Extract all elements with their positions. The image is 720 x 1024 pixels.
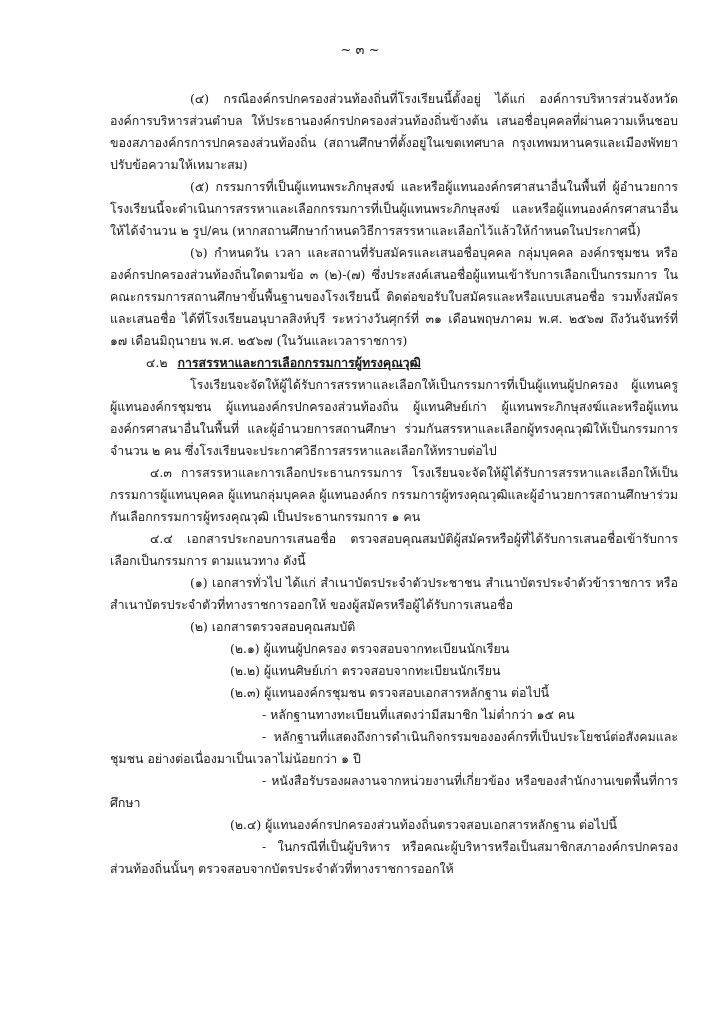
section-4-4-sub-2-1: (๒.๑) ผู้แทนผู้ปกครอง ตรวจสอบจากทะเบียนนักเรียน <box>230 641 510 656</box>
page-number: ~ ๓ ~ <box>340 43 380 58</box>
paragraph-6: (๖) กำหนดวัน เวลา และสถานที่รับสมัครและเสนอชื่อบุคคล กลุ่มบุคคล องค์กรชุมชน หรือองค์กรปกครองส่วนท้องถิ่นใดตามข้อ ๓ (๒)-(๗) ซึ่งประสงค์เสนอชื่อผู้แทนเข้ารับการเลือกเป็นกรรมการ ในคณะกรรมการสถานศึกษาขั้นพื้นฐานของโรงเรียนนี้ ติดต่อขอรับใบสมัครและหรือแบบเสนอชื่อ รวมทั้งสมัครและเสนอชื่อ ได้ที่โรงเรียนอนุบาลสิงห์บุรี ระหว่างวันศุกร์ที่ ๓๑ เดือนพฤษภาคม พ.ศ. ๒๕๖๗ ถึงวันจันทร์ที่ ๑๗ เดือนมิถุนายน พ.ศ. ๒๕๖๗ (ในวันและเวลาราชการ) <box>110 245 678 348</box>
section-4-2-number: ๔.๒ <box>146 355 168 370</box>
dash-item-4: - ในกรณีที่เป็นผู้บริหาร หรือคณะผู้บริหารหรือเป็นสมาชิกสภาองค์กรปกครองส่วนท้องถิ่นนั้นๆ ตรวจสอบจากบัตรประจำตัวที่ทางราชการออกให้ <box>110 839 678 876</box>
section-4-4-item-2: (๒) เอกสารตรวจสอบคุณสมบัติ <box>190 619 356 634</box>
paragraph-5: (๕) กรรมการที่เป็นผู้แทนพระภิกษุสงฆ์ และหรือผู้แทนองค์กรศาสนาอื่นในพื้นที่ ผู้อำนวยการโรงเรียนนี้จะดำเนินการสรรหาและเลือกกรรมการที่เป็นผู้แทนพระภิกษุสงฆ์ และหรือผู้แทนองค์กรศาสนาอื่นให้ได้จำนวน ๒ รูป/คน (หากสถานศึกษากำหนดวิธีการสรรหาและเลือกไว้แล้วให้กำหนดในประกาศนี้) <box>110 179 678 238</box>
document-body <box>110 88 678 880</box>
section-4-4-sub-2-4: (๒.๔) ผู้แทนองค์กรปกครองส่วนท้องถิ่นตรวจสอบเอกสารหลักฐาน ต่อไปนี้ <box>230 817 618 832</box>
section-4-2-heading <box>146 352 678 374</box>
section-4-4-text: ๔.๔ เอกสารประกอบการเสนอชื่อ ตรวจสอบคุณสมบัติผู้สมัครหรือผู้ที่ได้รับการเสนอชื่อเข้ารับการเลือกเป็นกรรมการ ตามแนวทาง ดังนี้ <box>110 531 678 568</box>
dash-item-2: - หลักฐานที่แสดงถึงการดำเนินกิจกรรมขององค์กรที่เป็นประโยชน์ต่อสังคมและชุมชน อย่างต่อเนื่องมาเป็นเวลาไม่น้อยกว่า ๑ ปี <box>110 729 678 766</box>
section-4-4-sub-2-2: (๒.๒) ผู้แทนศิษย์เก่า ตรวจสอบจากทะเบียนนักเรียน <box>230 663 501 678</box>
dash-item-3: - หนังสือรับรองผลงานจากหน่วยงานที่เกี่ยวข้อง หรือของสำนักงานเขตพื้นที่การศึกษา <box>110 773 678 810</box>
section-4-2-title: การสรรหาและการเลือกกรรมการผู้ทรงคุณวุฒิ <box>177 355 421 370</box>
section-4-3-text: ๔.๓ การสรรหาและการเลือกประธานกรรมการ โรงเรียนจะจัดให้ผู้ได้รับการสรรหาและเลือกให้เป็นกรรมการผู้แทนบุคคล ผู้แทนกลุ่มบุคคล ผู้แทนองค์กร กรรมการผู้ทรงคุณวุฒิและผู้อำนวยการสถานศึกษาร่วมกันเลือกกรรมการผู้ทรงคุณวุฒิ เป็นประธานกรรมการ ๑ คน <box>110 465 678 524</box>
section-4-2-text: โรงเรียนจะจัดให้ผู้ได้รับการสรรหาและเลือกให้เป็นกรรมการที่เป็นผู้แทนผู้ปกครอง ผู้แทนครู ผู้แทนองค์กรชุมชน ผู้แทนองค์กรปกครองส่วนท้องถิ่น ผู้แทนศิษย์เก่า ผู้แทนพระภิกษุสงฆ์และหรือผู้แทน องค์กรศาสนาอื่นในพื้นที่ และผู้อำนวยการสถานศึกษา ร่วมกันสรรหาและเลือกผู้ทรงคุณวุฒิให้เป็นกรรมการ จำนวน ๒ คน ซึ่งโรงเรียนจะประกาศวิธีการสรรหาและเลือกให้ทราบต่อไป <box>110 377 678 458</box>
paragraph-4: (๔) กรณีองค์กรปกครองส่วนท้องถิ่นที่โรงเรียนนี้ตั้งอยู่ ได้แก่ องค์การบริหารส่วนจังหวัด องค์การบริหารส่วนตำบล ให้ประธานองค์กรปกครองส่วนท้องถิ่นข้างต้น เสนอชื่อบุคคลที่ผ่านความเห็นชอบของสภาองค์กรการปกครองส่วนท้องถิ่น (สถานศึกษาที่ตั้งอยู่ในเขตเทศบาล กรุงเทพมหานครและเมืองพัทยาปรับข้อความให้เหมาะสม) <box>110 91 678 172</box>
section-4-4-item-1: (๑) เอกสารทั่วไป ได้แก่ สำเนาบัตรประจำตัวประชาชน สำเนาบัตรประจำตัวข้าราชการ หรือสำเนาบัตรประจำตัวที่ทางราชการออกให้ ของผู้สมัครหรือผู้ได้รับการเสนอชื่อ <box>110 575 678 612</box>
dash-item-1: - หลักฐานทางทะเบียนที่แสดงว่ามีสมาชิก ไม่ต่ำกว่า ๑๕ คน <box>262 707 575 722</box>
section-4-4-sub-2-3: (๒.๓) ผู้แทนองค์กรชุมชน ตรวจสอบเอกสารหลักฐาน ต่อไปนี้ <box>230 685 550 700</box>
